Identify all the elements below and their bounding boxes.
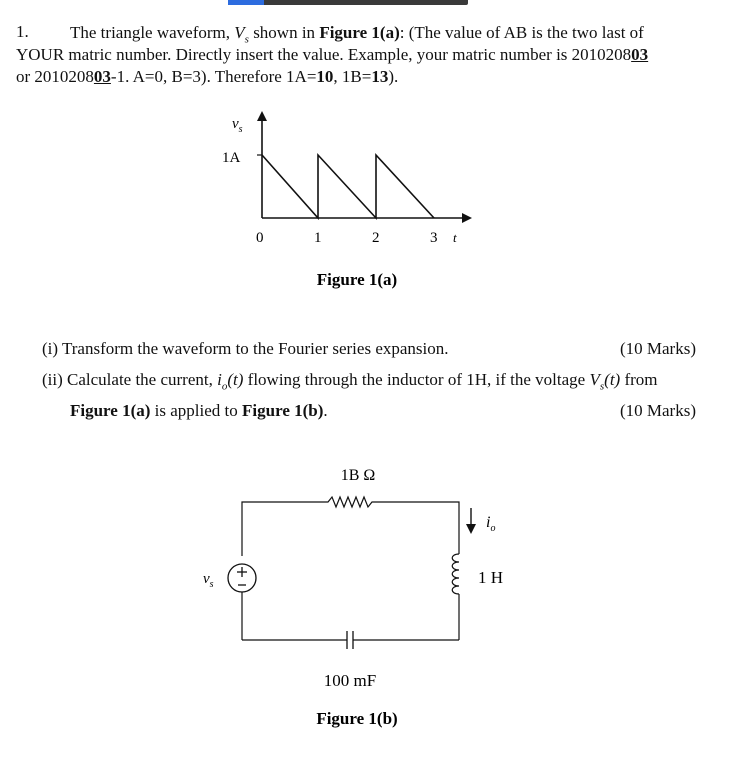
sawtooth-wave [262, 155, 434, 218]
resistor [322, 497, 378, 507]
current-arrow-head [466, 524, 476, 534]
wire-top-left [242, 502, 322, 556]
inductor [452, 554, 459, 594]
figure-1b-caption: Figure 1(b) [316, 709, 398, 728]
task-2-line-2: Figure 1(a) is applied to Figure 1(b). [70, 401, 328, 420]
x-axis-label: t [453, 230, 457, 245]
tick-2: 2 [372, 230, 380, 246]
task-1-marks: (10 Marks) [619, 339, 696, 358]
amp-label: 1A [222, 150, 241, 166]
task-2-marks: (10 Marks) [619, 401, 696, 420]
y-axis-label: $v_s$ [232, 116, 243, 135]
question-line-2: YOUR matric number. Directly insert the value. Example, your matric number is 201020803 [16, 45, 649, 64]
inductor-label: 1 H [478, 568, 504, 587]
current-label: $i_o$ [486, 514, 496, 534]
tick-3: 3 [430, 230, 438, 246]
source-label: $v_s$ [203, 571, 214, 590]
question-number: 1. [16, 22, 29, 41]
x-axis-arrow [462, 213, 472, 223]
wire-top-right [378, 502, 459, 554]
capacitor-label: 100 mF [323, 671, 377, 690]
question-line-3: or 201020803-1. A=0, B=3). Therefore 1A=10, 1B=13). [16, 67, 399, 86]
task-1: (i) Transform the waveform to the Fourier series expansion. [42, 339, 449, 358]
question-line-1: The triangle waveform, $V_s$ shown in Figure 1(a): (The value of AB is the two last of [70, 23, 644, 46]
tick-1: 1 [314, 230, 322, 246]
figure-1a-caption: Figure 1(a) [316, 270, 398, 289]
y-axis-arrow [257, 111, 267, 121]
resistor-label: 1B Ω [340, 467, 376, 484]
tick-0: 0 [256, 230, 264, 246]
task-2-line-1: (ii) Calculate the current, $i_o(t)$ flowing through the inductor of 1H, if the voltage $V_s(t)$ from [42, 370, 658, 393]
